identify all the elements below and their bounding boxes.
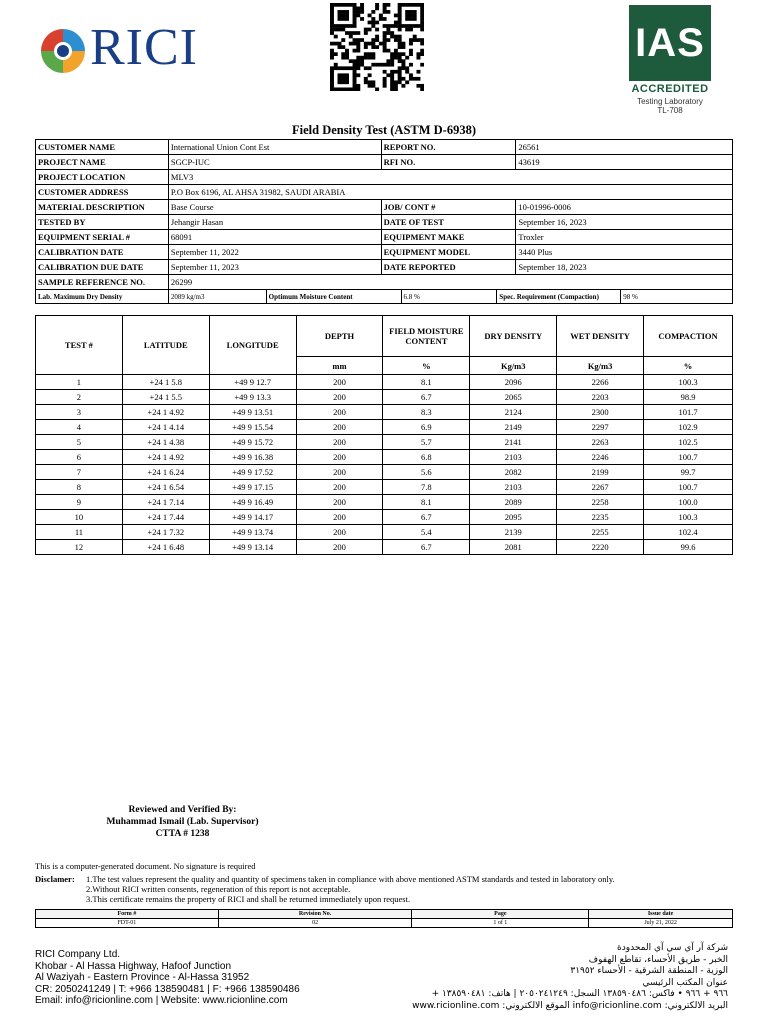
computer-generated-note: This is a computer-generated document. No signature is required [35, 861, 256, 871]
table-row [36, 540, 733, 555]
job-value: 10-01996-0006 [516, 200, 733, 215]
equip-make-value: Troxler [516, 230, 733, 245]
col-dry-density-header: DRY DENSITY [470, 316, 557, 357]
cell-dry-density: 2089 [470, 495, 557, 510]
form-info-table [35, 909, 733, 928]
cell-moisture: 8.1 [383, 495, 470, 510]
cell-moisture: 6.7 [383, 540, 470, 555]
cell-test-no: 9 [36, 495, 123, 510]
cell-longitude: +49 9 13.51 [209, 405, 296, 420]
project-name-value: SGCP-IUC [168, 155, 381, 170]
cell-depth: 200 [296, 525, 383, 540]
date-reported-label: DATE REPORTED [381, 260, 516, 275]
unit-moisture: % [383, 357, 470, 375]
project-location-label: PROJECT LOCATION [36, 170, 169, 185]
page-title: Field Density Test (ASTM D-6938) [291, 123, 477, 137]
review-block [100, 804, 265, 840]
cell-longitude: +49 9 16.49 [209, 495, 296, 510]
info-row [36, 275, 733, 290]
cell-moisture: 6.7 [383, 390, 470, 405]
date-reported-value: September 18, 2023 [516, 260, 733, 275]
info-row [36, 185, 733, 200]
form-no-value: FDT-01 [36, 919, 219, 928]
rici-logo [38, 19, 233, 78]
cell-compaction: 100.0 [644, 495, 733, 510]
cell-longitude: +49 9 15.54 [209, 420, 296, 435]
col-wet-density-header: WET DENSITY [557, 316, 644, 357]
cell-test-no: 4 [36, 420, 123, 435]
col-longitude-header: LONGITUDE [209, 316, 296, 375]
customer-name-label: CUSTOMER NAME [36, 140, 169, 155]
cell-dry-density: 2149 [470, 420, 557, 435]
cell-wet-density: 2235 [557, 510, 644, 525]
table-row [36, 450, 733, 465]
cell-dry-density: 2103 [470, 450, 557, 465]
address-line: Email: info@ricionline.com | Website: www.ricionline.com [35, 995, 288, 1006]
col-compaction-header: COMPACTION [644, 316, 733, 357]
cell-latitude: +24 1 6.54 [122, 480, 209, 495]
cell-moisture: 8.3 [383, 405, 470, 420]
tested-by-value: Jehangir Hasan [168, 215, 381, 230]
arabic-line: الخبر - طريق الأحساء، تقاطع الهفوف [588, 954, 728, 965]
page-value: 1 of 1 [412, 919, 589, 928]
reviewer-name: Muhammad Ismail (Lab. Supervisor) [106, 817, 259, 827]
lab-values-row [36, 290, 733, 304]
arabic-line: البريد الالكتروني: info@ricionline.com الموقع الالكتروني: www.ricionline.com [412, 1000, 728, 1011]
cell-compaction: 102.4 [644, 525, 733, 540]
cell-wet-density: 2246 [557, 450, 644, 465]
cell-wet-density: 2255 [557, 525, 644, 540]
report-no-value: 26561 [516, 140, 733, 155]
cell-wet-density: 2300 [557, 405, 644, 420]
arabic-line: شركة آر آي سي آي المحدودة [617, 943, 728, 953]
reviewer-ctta: CTTA # 1238 [155, 829, 210, 839]
cell-moisture: 6.9 [383, 420, 470, 435]
project-name-label: PROJECT NAME [36, 155, 169, 170]
date-test-label: DATE OF TEST [381, 215, 516, 230]
table-row [36, 480, 733, 495]
cal-date-value: September 11, 2022 [168, 245, 381, 260]
cell-longitude: +49 9 13.14 [209, 540, 296, 555]
cell-depth: 200 [296, 540, 383, 555]
table-row [36, 420, 733, 435]
cell-compaction: 100.7 [644, 450, 733, 465]
cell-dry-density: 2141 [470, 435, 557, 450]
address-line: Al Waziyah - Eastern Province - Al-Hassa 31952 [35, 972, 250, 983]
cell-latitude: +24 1 4.92 [122, 450, 209, 465]
form-header-row [36, 910, 733, 919]
arabic-line: ٩٦٦ + ٩٦٦ • فاكس: ١٣٨٥٩٠٤٨٦ السجل: ٢٠٥٠٢٤١٢٤٩ | هاتف: ١٣٨٥٩٠٤٨١ + [431, 989, 728, 999]
cell-compaction: 100.3 [644, 375, 733, 390]
spec-label: Spec. Requirement (Compaction) [497, 290, 621, 304]
cell-wet-density: 2263 [557, 435, 644, 450]
cell-latitude: +24 1 7.14 [122, 495, 209, 510]
revision-value: 02 [218, 919, 412, 928]
cell-wet-density: 2220 [557, 540, 644, 555]
cell-latitude: +24 1 5.5 [122, 390, 209, 405]
disclaimer-label: Disclamer: [35, 874, 75, 884]
cell-wet-density: 2297 [557, 420, 644, 435]
cell-latitude: +24 1 6.48 [122, 540, 209, 555]
cell-test-no: 8 [36, 480, 123, 495]
rfi-no-label: RFI NO. [381, 155, 516, 170]
info-row [36, 215, 733, 230]
cell-dry-density: 2096 [470, 375, 557, 390]
cell-dry-density: 2095 [470, 510, 557, 525]
col-depth-header: DEPTH [296, 316, 383, 357]
cell-compaction: 98.9 [644, 390, 733, 405]
date-test-value: September 16, 2023 [516, 215, 733, 230]
cell-compaction: 99.6 [644, 540, 733, 555]
cell-dry-density: 2103 [470, 480, 557, 495]
company-address [35, 949, 300, 1007]
equip-serial-label: EQUIPMENT SERIAL # [36, 230, 169, 245]
cell-latitude: +24 1 4.14 [122, 420, 209, 435]
customer-address-label: CUSTOMER ADDRESS [36, 185, 169, 200]
cell-depth: 200 [296, 390, 383, 405]
table-header-row [36, 316, 733, 357]
info-row [36, 170, 733, 185]
cell-dry-density: 2139 [470, 525, 557, 540]
col-moisture-header: FIELD MOISTURE CONTENT [383, 316, 470, 357]
cell-test-no: 6 [36, 450, 123, 465]
customer-name-value: International Union Cont Est [168, 140, 381, 155]
cell-test-no: 3 [36, 405, 123, 420]
ias-lab-label: Testing Laboratory [637, 97, 703, 106]
cell-latitude: +24 1 4.38 [122, 435, 209, 450]
issue-date-label: Issue date [589, 910, 733, 919]
cell-depth: 200 [296, 405, 383, 420]
revision-label: Revision No. [218, 910, 412, 919]
address-line: Khobar - Al Hassa Highway, Hafoof Junction [35, 960, 232, 972]
omc-label: Optimum Moisture Content [266, 290, 401, 304]
cell-dry-density: 2082 [470, 465, 557, 480]
cal-due-value: September 11, 2023 [168, 260, 381, 275]
disclaimer-line: 2.Without RICI written consents, regeneration of this report is not acceptable. [86, 884, 351, 894]
cell-depth: 200 [296, 480, 383, 495]
info-row [36, 200, 733, 215]
cell-longitude: +49 9 13.3 [209, 390, 296, 405]
col-latitude-header: LATITUDE [122, 316, 209, 375]
info-row [36, 155, 733, 170]
spec-value: 98 % [621, 290, 733, 304]
cell-compaction: 102.9 [644, 420, 733, 435]
cell-depth: 200 [296, 450, 383, 465]
cell-dry-density: 2124 [470, 405, 557, 420]
issue-date-value: July 21, 2022 [589, 919, 733, 928]
lab-values-table [35, 289, 733, 304]
cell-longitude: +49 9 14.17 [209, 510, 296, 525]
cell-compaction: 101.7 [644, 405, 733, 420]
unit-depth: mm [296, 357, 383, 375]
info-row [36, 140, 733, 155]
cell-test-no: 7 [36, 465, 123, 480]
cell-longitude: +49 9 16.38 [209, 450, 296, 465]
cell-moisture: 5.6 [383, 465, 470, 480]
review-heading: Reviewed and Verified By: [128, 805, 237, 815]
cell-longitude: +49 9 15.72 [209, 435, 296, 450]
cell-depth: 200 [296, 465, 383, 480]
material-value: Base Course [168, 200, 381, 215]
arabic-line: عنوان المكتب الرئيسي [642, 977, 728, 988]
cell-moisture: 6.8 [383, 450, 470, 465]
cell-depth: 200 [296, 435, 383, 450]
cell-test-no: 12 [36, 540, 123, 555]
form-value-row [36, 919, 733, 928]
table-row [36, 435, 733, 450]
tested-by-label: TESTED BY [36, 215, 169, 230]
rici-logo-icon [38, 26, 88, 76]
cell-depth: 200 [296, 495, 383, 510]
report-no-label: REPORT NO. [381, 140, 516, 155]
cell-depth: 200 [296, 510, 383, 525]
cell-moisture: 6.7 [383, 510, 470, 525]
cell-longitude: +49 9 17.52 [209, 465, 296, 480]
address-line: CR: 2050241249 | T: +966 138590481 | F: +966 138590486 [35, 983, 300, 995]
material-label: MATERIAL DESCRIPTION [36, 200, 169, 215]
logo-text: RICI [90, 19, 198, 76]
equip-model-label: EQUIPMENT MODEL [381, 245, 516, 260]
cell-depth: 200 [296, 420, 383, 435]
qr-code [330, 3, 424, 91]
unit-wet-density: Kg/m3 [557, 357, 644, 375]
table-row [36, 465, 733, 480]
report-info-table [35, 139, 733, 290]
unit-dry-density: Kg/m3 [470, 357, 557, 375]
table-row [36, 495, 733, 510]
sample-ref-label: SAMPLE REFERENCE NO. [36, 275, 169, 290]
cell-wet-density: 2267 [557, 480, 644, 495]
cal-due-label: CALIBRATION DUE DATE [36, 260, 169, 275]
ias-lab-type [629, 97, 711, 115]
cell-wet-density: 2203 [557, 390, 644, 405]
equip-model-value: 3440 Plus [516, 245, 733, 260]
info-row [36, 230, 733, 245]
table-row [36, 405, 733, 420]
ias-accreditation-badge [629, 5, 711, 115]
disclaimer-line: 1.The test values represent the quality and quantity of specimens taken in compliance with above mentioned ASTM standards and tested in laboratory only. [86, 874, 615, 884]
cell-test-no: 5 [36, 435, 123, 450]
cell-wet-density: 2199 [557, 465, 644, 480]
cell-latitude: +24 1 7.32 [122, 525, 209, 540]
table-row [36, 510, 733, 525]
cell-wet-density: 2266 [557, 375, 644, 390]
unit-compaction: % [644, 357, 733, 375]
rfi-no-value: 43619 [516, 155, 733, 170]
job-label: JOB/ CONT # [381, 200, 516, 215]
info-row [36, 260, 733, 275]
max-dry-value: 2089 kg/m3 [168, 290, 266, 304]
cell-longitude: +49 9 17.15 [209, 480, 296, 495]
cell-compaction: 102.5 [644, 435, 733, 450]
cell-longitude: +49 9 13.74 [209, 525, 296, 540]
sample-ref-value: 26299 [168, 275, 732, 290]
density-results-table [35, 315, 733, 555]
customer-address-value: P.O Box 6196, AL AHSA 31982, SAUDI ARABIA [168, 185, 732, 200]
cell-latitude: +24 1 4.92 [122, 405, 209, 420]
omc-value: 6.8 % [401, 290, 497, 304]
cell-latitude: +24 1 7.44 [122, 510, 209, 525]
disclaimer-text [86, 874, 615, 904]
cell-depth: 200 [296, 375, 383, 390]
disclaimer-line: 3.This certificate remains the property of RICI and shall be returned immediately upon request. [86, 894, 411, 904]
cell-compaction: 100.3 [644, 510, 733, 525]
table-row [36, 375, 733, 390]
ias-lab-code: TL-708 [657, 106, 683, 115]
project-location-value: MLV3 [168, 170, 732, 185]
cell-wet-density: 2258 [557, 495, 644, 510]
page-label: Page [412, 910, 589, 919]
address-line: RICI Company Ltd. [35, 949, 121, 960]
ias-badge-text: IAS [629, 5, 711, 81]
cell-dry-density: 2081 [470, 540, 557, 555]
cell-longitude: +49 9 12.7 [209, 375, 296, 390]
cell-compaction: 99.7 [644, 465, 733, 480]
max-dry-label: Lab. Maximum Dry Density [36, 290, 169, 304]
col-test-header: TEST # [36, 316, 123, 375]
table-row [36, 525, 733, 540]
cell-dry-density: 2065 [470, 390, 557, 405]
cell-moisture: 7.8 [383, 480, 470, 495]
cell-test-no: 10 [36, 510, 123, 525]
cell-moisture: 8.1 [383, 375, 470, 390]
equip-make-label: EQUIPMENT MAKE [381, 230, 516, 245]
cell-moisture: 5.4 [383, 525, 470, 540]
info-row [36, 245, 733, 260]
cell-latitude: +24 1 5.8 [122, 375, 209, 390]
cell-moisture: 5.7 [383, 435, 470, 450]
cell-test-no: 2 [36, 390, 123, 405]
company-address-arabic [412, 943, 728, 1012]
equip-serial-value: 68091 [168, 230, 381, 245]
form-no-label: Form # [36, 910, 219, 919]
cell-latitude: +24 1 6.24 [122, 465, 209, 480]
cal-date-label: CALIBRATION DATE [36, 245, 169, 260]
arabic-line: الوزية - المنطقة الشرقية - الأحساء ٣١٩٥٢ [570, 966, 728, 976]
ias-accredited: ACCREDITED [631, 83, 709, 95]
cell-test-no: 1 [36, 375, 123, 390]
cell-compaction: 100.7 [644, 480, 733, 495]
table-row [36, 390, 733, 405]
cell-test-no: 11 [36, 525, 123, 540]
